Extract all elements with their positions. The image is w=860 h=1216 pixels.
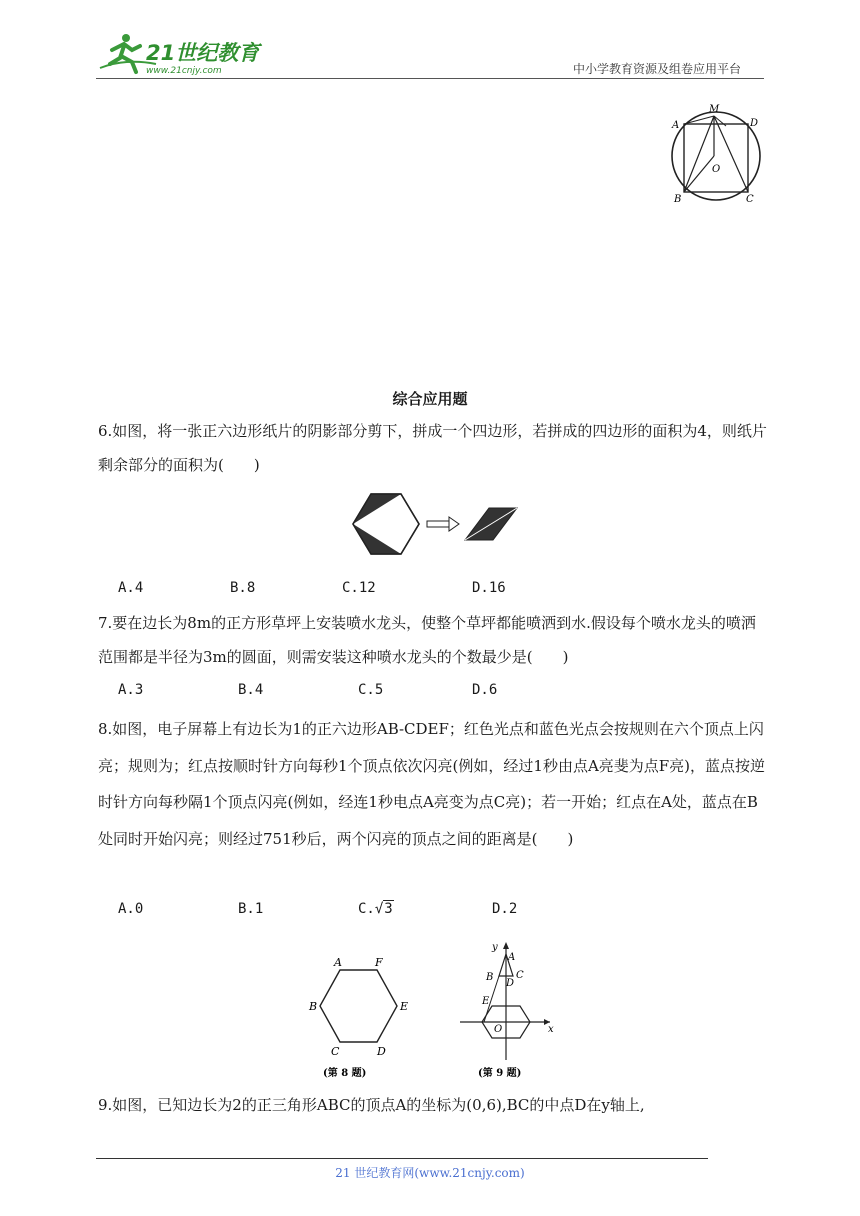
option-c[interactable]: C.12 bbox=[342, 580, 376, 596]
option-a[interactable]: A.0 bbox=[118, 901, 144, 917]
vertex-label: C bbox=[516, 970, 524, 981]
option-c[interactable]: C.5 bbox=[358, 682, 384, 698]
sqrt-symbol: √3 bbox=[374, 901, 393, 917]
platform-name: 中小学教育资源及组卷应用平台 bbox=[573, 62, 742, 76]
footer-text[interactable]: 21 世纪教育网(www.21cnjy.com) bbox=[335, 1166, 525, 1180]
option-a[interactable]: A.4 bbox=[118, 580, 144, 596]
sqrt-radicand: 3 bbox=[384, 901, 393, 917]
question-9-text: 9.如图，已知边长为2的正三角形ABC的顶点A的坐标为(0,6),BC的中点D在y轴上, bbox=[98, 1096, 645, 1114]
fig-label: O bbox=[712, 164, 721, 175]
fig-label: C bbox=[746, 194, 754, 204]
site-logo bbox=[96, 28, 266, 78]
logo-sub-text: www.21cnjy.com bbox=[146, 66, 222, 76]
section-title: 综合应用题 bbox=[392, 390, 468, 408]
option-b[interactable]: B.1 bbox=[238, 901, 264, 917]
figure-caption: (第 9 题) bbox=[478, 1068, 522, 1079]
header-divider bbox=[96, 78, 764, 79]
footer-divider bbox=[96, 1158, 708, 1159]
option-b[interactable]: B.4 bbox=[238, 682, 264, 698]
option-c[interactable] bbox=[358, 901, 394, 917]
axis-label: x bbox=[548, 1024, 554, 1035]
question-8-text: 8.如图，电子屏幕上有边长为1的正六边形AB-CDEF；红色光点和蓝色光点会按规则在六个顶点上闪亮；规则为；红点按顺时针方向每秒1个顶点依次闪亮(例如，经过1秒由点A亮斐为点F亮)，蓝点按逆时针方向每秒隔1个顶点闪亮(例如，经连1秒电点A亮变为点C亮)；若一开始；红点在A处，蓝点在B处同时开始闪亮；则经过751秒后，两个闪亮的顶点之间的距离是( ) bbox=[98, 720, 766, 848]
axis-label: y bbox=[492, 942, 498, 953]
arrow-right-icon bbox=[427, 517, 459, 531]
option-c-label: C. bbox=[358, 901, 375, 917]
origin-label: O bbox=[494, 1024, 503, 1035]
option-d[interactable]: D.6 bbox=[472, 682, 498, 698]
question-7-text: 7.要在边长为8m的正方形草坪上安装喷水龙头，使整个草坪都能喷洒到水.假设每个喷水龙头的喷洒范围都是半径为3m的圆面，则需安装这种喷水龙头的个数最少是( ) bbox=[98, 614, 756, 666]
vertex-label: F bbox=[375, 956, 383, 969]
vertex-label: A bbox=[508, 952, 516, 963]
figure-caption: (第 8 题) bbox=[323, 1068, 367, 1079]
vertex-label: B bbox=[309, 1000, 318, 1013]
option-d[interactable]: D.16 bbox=[472, 580, 506, 596]
vertex-label: D bbox=[377, 1045, 386, 1058]
fig-label: D bbox=[750, 118, 759, 129]
vertex-label: D bbox=[506, 978, 515, 989]
question-6-text: 6.如图，将一张正六边形纸片的阴影部分剪下，拼成一个四边形，若拼成的四边形的面积为4，则纸片剩余部分的面积为( ) bbox=[98, 422, 767, 474]
option-a[interactable]: A.3 bbox=[118, 682, 144, 698]
option-b[interactable]: B.8 bbox=[230, 580, 256, 596]
hexagon-abcdef-figure bbox=[305, 952, 415, 1082]
vertex-label: B bbox=[486, 972, 494, 983]
logo-main-text: 21世纪教育 bbox=[146, 41, 260, 65]
fig-label: A bbox=[672, 120, 680, 131]
option-d[interactable]: D.2 bbox=[492, 901, 518, 917]
hexagon-cut-figure bbox=[345, 490, 521, 558]
fig-label: B bbox=[674, 194, 682, 204]
vertex-label: C bbox=[331, 1045, 340, 1058]
coordinate-hexagon-figure bbox=[450, 940, 560, 1082]
vertex-label: E bbox=[482, 996, 490, 1007]
fig-label: M bbox=[709, 104, 720, 115]
vertex-label: E bbox=[400, 1000, 409, 1013]
circle-square-figure bbox=[664, 100, 766, 204]
question-9 bbox=[98, 1088, 770, 1122]
vertex-label: A bbox=[334, 956, 342, 969]
